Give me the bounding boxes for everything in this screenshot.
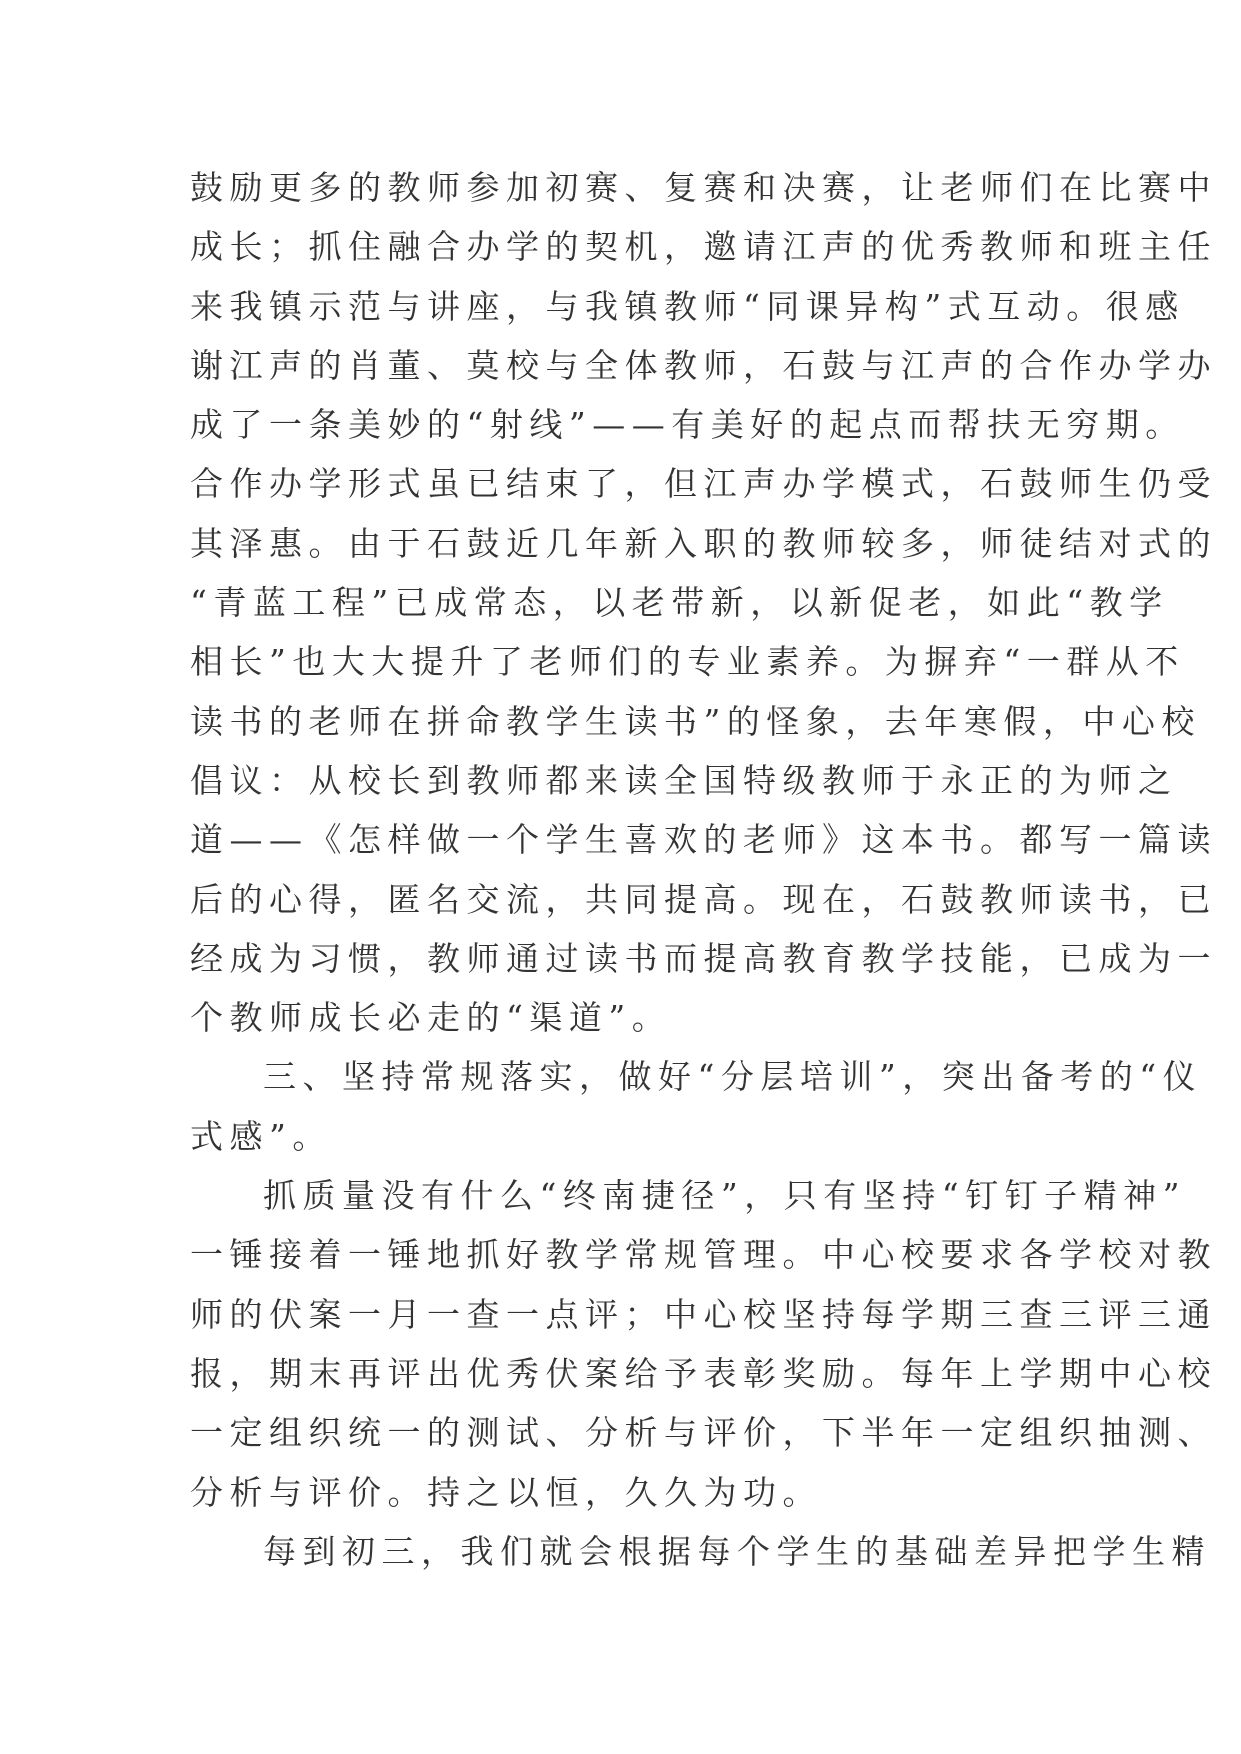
text-line: 后的心得，匿名交流，共同提高。现在，石鼓教师读书，已: [190, 879, 1217, 919]
text-line: 倡议：从校长到教师都来读全国特级教师于永正的为师之: [190, 760, 1178, 800]
text-line: 道——《怎样做一个学生喜欢的老师》这本书。都写一篇读: [190, 820, 1217, 860]
text-line: 一定组织统一的测试、分析与评价，下半年一定组织抽测、: [190, 1413, 1217, 1453]
text-line: 分析与评价。持之以恒，久久为功。: [190, 1472, 822, 1512]
text-line: 师的伏案一月一查一点评；中心校坚持每学期三查三评三通: [190, 1294, 1217, 1334]
paragraph-start-line: 抓质量没有什么“终南捷径”，只有坚持“钉钉子精神”: [263, 1176, 1186, 1216]
text-line: 谢江声的肖董、莫校与全体教师，石鼓与江声的合作办学办: [190, 345, 1217, 385]
text-line: 鼓励更多的教师参加初赛、复赛和决赛，让老师们在比赛中: [190, 168, 1217, 207]
text-line: 其泽惠。由于石鼓近几年新入职的教师较多，师徒结对式的: [190, 523, 1217, 563]
text-line: 来我镇示范与讲座，与我镇教师“同课异构”式互动。很感: [190, 286, 1185, 326]
text-line: 合作办学形式虽已结束了，但江声办学模式，石鼓师生仍受: [190, 464, 1217, 504]
text-line: 报，期末再评出优秀伏案给予表彰奖励。每年上学期中心校: [190, 1353, 1217, 1393]
text-line: 个教师成长必走的“渠道”。: [190, 998, 672, 1038]
text-line: “青蓝工程”已成常态，以老带新，以新促老，如此“教学: [190, 583, 1169, 623]
paragraph-start-line: 每到初三，我们就会根据每个学生的基础差异把学生精: [263, 1531, 1211, 1571]
text-line: 经成为习惯，教师通过读书而提高教育教学技能，已成为一: [190, 938, 1217, 978]
text-line: 一锤接着一锤地抓好教学常规管理。中心校要求各学校对教: [190, 1235, 1217, 1275]
section-heading-line: 式感”。: [190, 1116, 332, 1156]
text-line: 读书的老师在拼命教学生读书”的怪象，去年寒假，中心校: [190, 701, 1201, 741]
text-line: 相长”也大大提升了老师们的专业素养。为摒弃“一群从不: [190, 642, 1185, 682]
text-line: 成了一条美妙的“射线”——有美好的起点而帮扶无穷期。: [190, 405, 1185, 445]
body-text: [190, 158, 1217, 1581]
text-line: 成长；抓住融合办学的契机，邀请江声的优秀教师和班主任: [190, 227, 1217, 267]
section-heading-line: 三、坚持常规落实，做好“分层培训”，突出备考的“仪: [263, 1057, 1203, 1097]
